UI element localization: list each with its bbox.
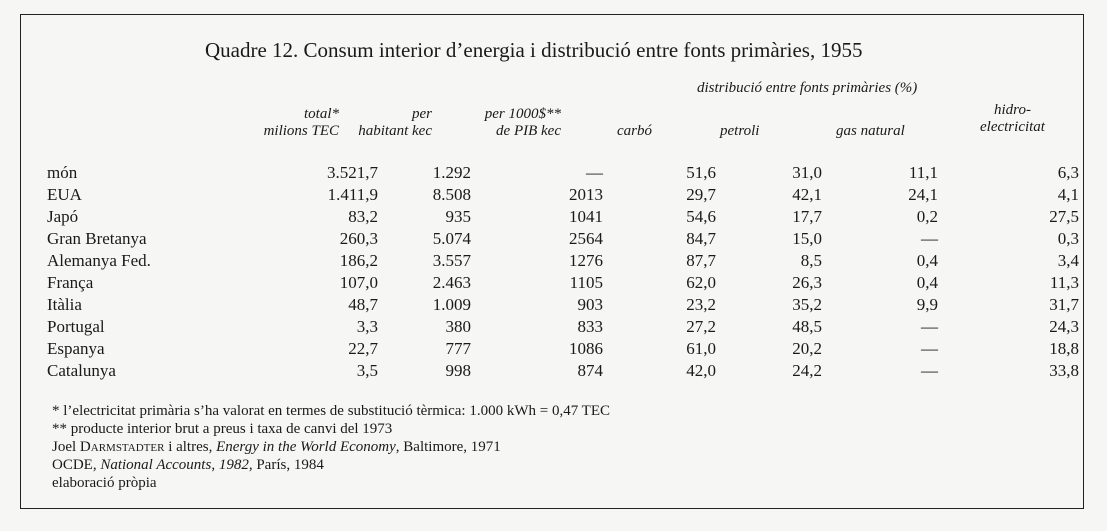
col-header-per-gdp: per 1000$** de PIB kec (484, 106, 561, 139)
per-capita-cell: 935 (445, 207, 471, 226)
hydro-cell: 18,8 (1049, 339, 1079, 358)
total-cell: 22,7 (348, 339, 378, 358)
row-label: Alemanya Fed. (47, 251, 151, 270)
per-gdp-cell: 874 (577, 361, 603, 380)
total-cell: 1.411,9 (327, 185, 378, 204)
oil-cell: 42,1 (792, 185, 822, 204)
footnote-2: ** producte interior brut a preus i taxa de canvi del 1973 (52, 421, 393, 437)
col-header-oil: petroli (720, 123, 760, 139)
table-row (47, 228, 1079, 250)
source-1: Joel Darmstadter i altres, Energy in the World Economy, Baltimore, 1971 (52, 439, 501, 455)
coal-cell: 87,7 (686, 251, 716, 270)
per-capita-cell: 8.508 (432, 185, 471, 204)
per-capita-cell: 1.292 (432, 163, 471, 182)
data-table (47, 162, 1079, 382)
gas-cell: — (921, 361, 938, 380)
per-capita-cell: 3.557 (432, 251, 471, 270)
row-label: món (47, 163, 78, 182)
source-2: OCDE, National Accounts, 1982, París, 1984 (52, 457, 324, 473)
total-cell: 3,3 (356, 317, 378, 336)
per-gdp-cell: 2013 (569, 185, 603, 204)
total-cell: 107,0 (339, 273, 378, 292)
table-row (47, 316, 1079, 338)
group-header: distribució entre fonts primàries (%) (697, 80, 918, 96)
table-row (47, 162, 1079, 184)
source-3: elaboració pròpia (52, 475, 157, 491)
gas-cell: 9,9 (916, 295, 938, 314)
table-row (47, 250, 1079, 272)
coal-cell: 42,0 (686, 361, 716, 380)
coal-cell: 84,7 (686, 229, 716, 248)
hydro-cell: 3,4 (1057, 251, 1079, 270)
total-cell: 83,2 (348, 207, 378, 226)
oil-cell: 26,3 (792, 273, 822, 292)
per-gdp-cell: 1086 (569, 339, 603, 358)
hydro-cell: 0,3 (1057, 229, 1079, 248)
hydro-cell: 31,7 (1049, 295, 1079, 314)
oil-cell: 15,0 (792, 229, 822, 248)
per-gdp-cell: 1041 (569, 207, 603, 226)
total-cell: 3.521,7 (327, 163, 378, 182)
table-row (47, 272, 1079, 294)
oil-cell: 35,2 (792, 295, 822, 314)
coal-cell: 27,2 (686, 317, 716, 336)
hydro-cell: 27,5 (1049, 207, 1079, 226)
row-label: EUA (47, 185, 82, 204)
hydro-cell: 4,1 (1057, 185, 1079, 204)
gas-cell: 0,4 (916, 273, 938, 292)
notes (52, 402, 610, 492)
col-header-hydro: hidro- electricitat (980, 102, 1045, 135)
oil-cell: 8,5 (800, 251, 822, 270)
table-row (47, 206, 1079, 228)
table-row (47, 184, 1079, 206)
col-header-total: total* milions TEC (263, 106, 339, 139)
row-label: França (47, 273, 94, 292)
oil-cell: 20,2 (792, 339, 822, 358)
total-cell: 186,2 (339, 251, 378, 270)
col-header-coal: carbó (617, 123, 652, 139)
per-capita-cell: 380 (445, 317, 471, 336)
gas-cell: — (921, 339, 938, 358)
row-label: Gran Bretanya (47, 229, 147, 248)
per-gdp-cell: 1276 (569, 251, 603, 270)
coal-cell: 61,0 (686, 339, 716, 358)
per-gdp-cell: 1105 (569, 273, 603, 292)
coal-cell: 54,6 (686, 207, 716, 226)
row-label: Espanya (47, 339, 105, 358)
per-capita-cell: 2.463 (432, 273, 471, 292)
per-capita-cell: 998 (445, 361, 471, 380)
table-title: Quadre 12. Consum interior d’energia i distribució entre fonts primàries, 1955 (205, 38, 863, 62)
total-cell: 48,7 (348, 295, 378, 314)
total-cell: 260,3 (339, 229, 378, 248)
per-gdp-cell: 903 (577, 295, 603, 314)
hydro-cell: 6,3 (1057, 163, 1079, 182)
coal-cell: 51,6 (686, 163, 716, 182)
coal-cell: 23,2 (686, 295, 716, 314)
hydro-cell: 33,8 (1049, 361, 1079, 380)
table-row (47, 338, 1079, 360)
hydro-cell: 24,3 (1049, 317, 1079, 336)
gas-cell: 0,2 (916, 207, 938, 226)
oil-cell: 48,5 (792, 317, 822, 336)
row-label: Japó (47, 207, 79, 226)
footnote-1: * l’electricitat primària s’ha valorat en termes de substitució tèrmica: 1.000 kWh = 0,47 TEC (52, 403, 611, 419)
row-label: Catalunya (47, 361, 116, 380)
col-header-gas: gas natural (836, 123, 905, 139)
per-capita-cell: 5.074 (432, 229, 471, 248)
total-cell: 3,5 (356, 361, 378, 380)
gas-cell: 24,1 (908, 185, 938, 204)
table-row (47, 294, 1079, 316)
hydro-cell: 11,3 (1049, 273, 1079, 292)
gas-cell: 11,1 (908, 163, 938, 182)
per-gdp-cell: — (586, 163, 603, 182)
row-label: Itàlia (47, 295, 82, 314)
gas-cell: — (921, 317, 938, 336)
oil-cell: 24,2 (792, 361, 822, 380)
oil-cell: 31,0 (792, 163, 822, 182)
per-capita-cell: 777 (445, 339, 471, 358)
table-row (47, 360, 1079, 382)
per-capita-cell: 1.009 (432, 295, 471, 314)
per-gdp-cell: 2564 (569, 229, 603, 248)
gas-cell: 0,4 (916, 251, 938, 270)
coal-cell: 29,7 (686, 185, 716, 204)
per-gdp-cell: 833 (577, 317, 603, 336)
oil-cell: 17,7 (792, 207, 822, 226)
row-label: Portugal (47, 317, 105, 336)
coal-cell: 62,0 (686, 273, 716, 292)
col-header-per-capita: per habitant kec (358, 106, 432, 139)
gas-cell: — (921, 229, 938, 248)
